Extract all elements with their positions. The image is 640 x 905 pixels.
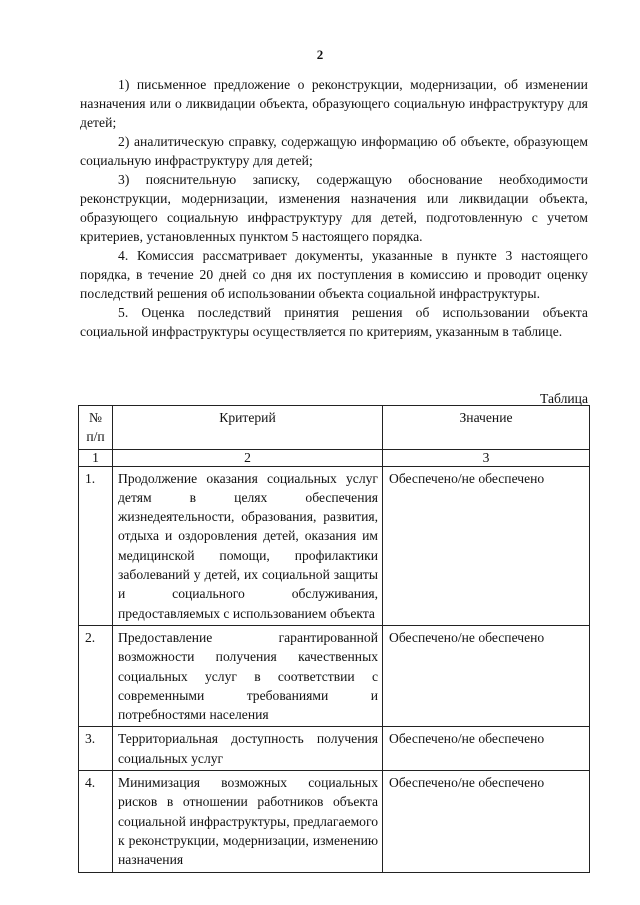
paragraph-item-5: 5. Оценка последствий принятия решения об использовании объекта социальной инфраструктуры осуществляется по критериям, указанным в таблице.: [80, 305, 588, 339]
row-criterion: Минимизация возможных социальных рисков в отношении работников объекта социальной инфраструктуры, предлагаемого к реконструкции, модернизации, изменению назначения: [113, 771, 383, 872]
col-number-3: 3: [383, 449, 590, 466]
body-text: [80, 75, 588, 341]
row-value: Обеспечено/не обеспечено: [383, 771, 590, 872]
table-caption: Таблица: [540, 391, 588, 406]
table-header-row: [79, 406, 590, 450]
row-criterion: Территориальная доступность получения социальных услуг: [113, 727, 383, 771]
col-number-1: 1: [79, 449, 113, 466]
row-value: Обеспечено/не обеспечено: [383, 727, 590, 771]
row-number: 4.: [79, 771, 113, 872]
col-number-2: 2: [113, 449, 383, 466]
paragraph-item-4: 4. Комиссия рассматривает документы, указанные в пункте 3 настоящего порядка, в течение 20 дней со дня их поступления в комиссию и проводит оценку последствий решения об использовании объекта социальной инфраструктуры.: [80, 248, 588, 301]
header-criterion: Критерий: [113, 406, 383, 450]
row-number: 3.: [79, 727, 113, 771]
row-criterion: Предоставление гарантированной возможности получения качественных социальных услуг в соответствии с современными требованиями и потребностями населения: [113, 625, 383, 726]
row-criterion: Продолжение оказания социальных услуг детям в целях обеспечения жизнедеятельности, образования, развития, отдыха и оздоровления детей, оказания им медицинской помощи, профилактики заболеваний у детей, их социальной защиты и социального обслуживания, предоставляемых с использованием объекта: [113, 466, 383, 625]
page-number: 2: [316, 47, 324, 62]
header-num: № п/п: [79, 406, 113, 450]
table-row: [79, 625, 590, 726]
criteria-table: [78, 405, 590, 873]
paragraph-item-2: 2) аналитическую справку, содержащую информацию об объекте, образующем социальную инфраструктуру для детей;: [80, 134, 588, 168]
table-row: [79, 727, 590, 771]
row-number: 1.: [79, 466, 113, 625]
row-number: 2.: [79, 625, 113, 726]
paragraph-item-3: 3) пояснительную записку, содержащую обоснование необходимости реконструкции, модернизации, изменения назначения или ликвидации объекта, образующего социальную инфраструктуру для детей, подготовленную с учетом критериев, установленных пунктом 5 настоящего порядка.: [80, 172, 588, 244]
table-row: [79, 466, 590, 625]
row-value: Обеспечено/не обеспечено: [383, 466, 590, 625]
header-value: Значение: [383, 406, 590, 450]
table-row: [79, 771, 590, 872]
column-number-row: [79, 449, 590, 466]
paragraph-item-1: 1) письменное предложение о реконструкции, модернизации, об изменении назначения или о ликвидации объекта, образующего социальную инфраструктуру для детей;: [80, 77, 588, 130]
row-value: Обеспечено/не обеспечено: [383, 625, 590, 726]
